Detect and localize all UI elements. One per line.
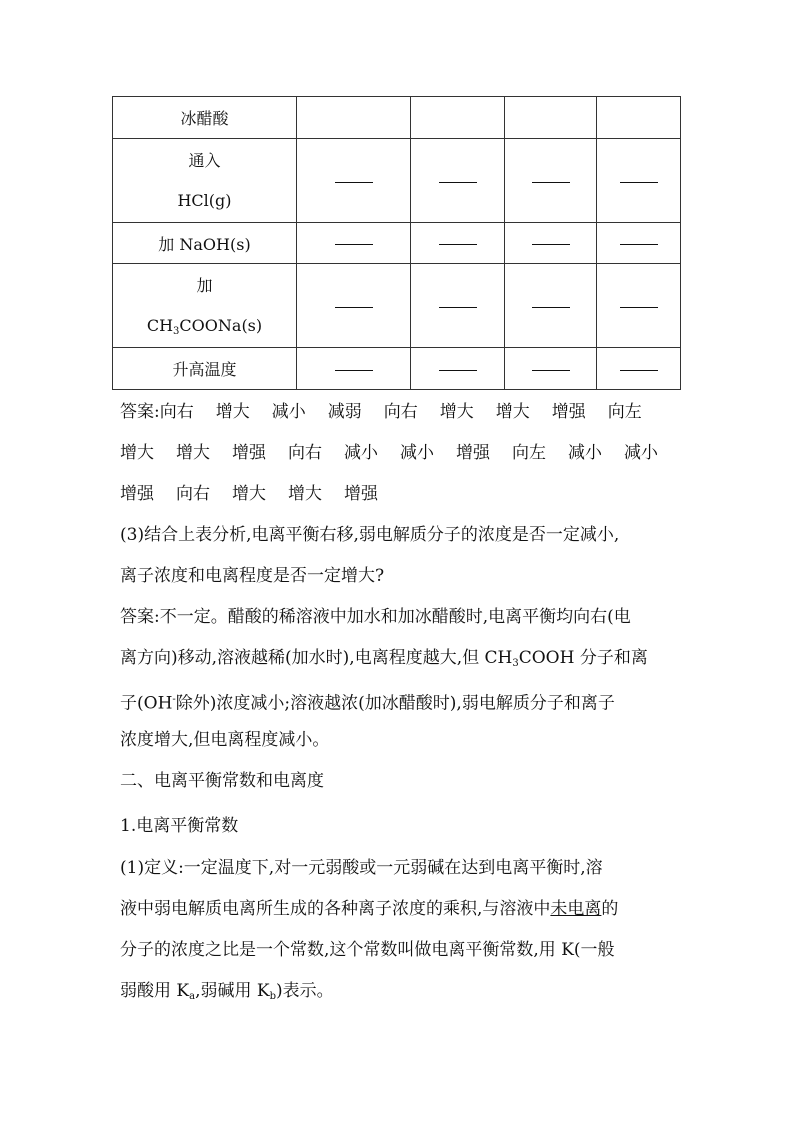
answer-word: 增大 — [439, 402, 474, 422]
answer-block-1 — [120, 392, 680, 515]
row-label: 冰醋酸 — [113, 97, 297, 139]
table-row — [113, 223, 681, 264]
answer-word: 向右 — [176, 484, 210, 504]
table-row — [113, 348, 681, 390]
blank-cell — [297, 264, 411, 348]
conditions-table — [112, 96, 681, 390]
answer-word: 增大 — [120, 443, 154, 463]
blank-cell — [505, 264, 597, 348]
answer-line — [120, 433, 680, 474]
blank-cell — [411, 348, 505, 390]
row-label: 通入 HCl(g) — [113, 139, 297, 223]
blank-cell — [505, 223, 597, 264]
question-3: (3)结合上表分析,电离平衡右移,弱电解质分子的浓度是否一定减小, 离子浓度和电离程度是否一定增大? — [120, 525, 620, 586]
blank-cell — [411, 139, 505, 223]
answer-word: 增大 — [232, 484, 266, 504]
section-heading: 二、电离平衡常数和电离度 — [120, 771, 324, 791]
table-row — [113, 139, 681, 223]
table-cell — [505, 97, 597, 139]
answer-word: 减弱 — [327, 402, 362, 422]
blank-cell — [411, 264, 505, 348]
answer-word: 增强 — [120, 484, 154, 504]
answer-word: 增强 — [456, 443, 490, 463]
table-cell — [597, 97, 681, 139]
subsection-heading: 1.电离平衡常数 — [120, 816, 239, 836]
answer-word: 减小 — [568, 443, 602, 463]
row-label: 加 $CH_3COONa(s)$ — [113, 264, 297, 348]
answer-word: 增大 — [495, 402, 530, 422]
blank-cell — [597, 264, 681, 348]
answer-word: 向右 — [288, 443, 322, 463]
answer-word: 减小 — [344, 443, 378, 463]
answer-word: 增大 — [176, 443, 210, 463]
row-label: 加 NaOH(s) — [113, 223, 297, 264]
row-label: 升高温度 — [113, 348, 297, 390]
blank-cell — [597, 223, 681, 264]
answer-line — [120, 474, 680, 515]
answer-word: 增大 — [288, 484, 322, 504]
table-cell — [411, 97, 505, 139]
answer-word: 向右 — [159, 402, 194, 422]
answer-word: 减小 — [624, 443, 658, 463]
answer-word: 向左 — [512, 443, 546, 463]
answer-word: 增大 — [215, 402, 250, 422]
blank-cell — [297, 139, 411, 223]
blank-cell — [411, 223, 505, 264]
blank-cell — [505, 348, 597, 390]
answer-word: 增强 — [232, 443, 266, 463]
answer-word: 减小 — [400, 443, 434, 463]
table-cell — [297, 97, 411, 139]
answer-word: 向右 — [383, 402, 418, 422]
answer-word: 减小 — [271, 402, 306, 422]
blank-cell — [597, 348, 681, 390]
table-row — [113, 97, 681, 139]
answer-block-2: 答案:不一定。醋酸的稀溶液中加水和加冰醋酸时,电离平衡均向右(电 离方向)移动,溶液越稀(加水时),电离程度越大,但 $CH_3COOH$ 分子和离 子(OH-除外)浓度减小;溶液越浓(加冰醋酸时),弱电解质分子和离子 浓度增大,但电离程度减小。 — [120, 607, 648, 750]
answer-line: 答案:向右 增大 减小 减弱 向右 增大 增大 增强 向左 — [120, 392, 680, 433]
blank-cell — [297, 223, 411, 264]
blank-cell — [597, 139, 681, 223]
answer-word: 增强 — [344, 484, 378, 504]
blank-cell — [297, 348, 411, 390]
definition-block: (1)定义:一定温度下,对一元弱酸或一元弱碱在达到电离平衡时,溶 液中弱电解质电离所生成的各种离子浓度的乘积,与溶液中未电离的 分子的浓度之比是一个常数,这个常数叫做电离平衡常数,用 K(一般 弱酸用 $K_a$,弱碱用 $K_b$)表示。 — [120, 858, 619, 1002]
blank-cell — [505, 139, 597, 223]
answer-word: 向左 — [607, 402, 642, 422]
answer-word: 增强 — [551, 402, 586, 422]
table-row — [113, 264, 681, 348]
ch3coona-label: $CH_3COONa(s)$ — [146, 315, 263, 337]
